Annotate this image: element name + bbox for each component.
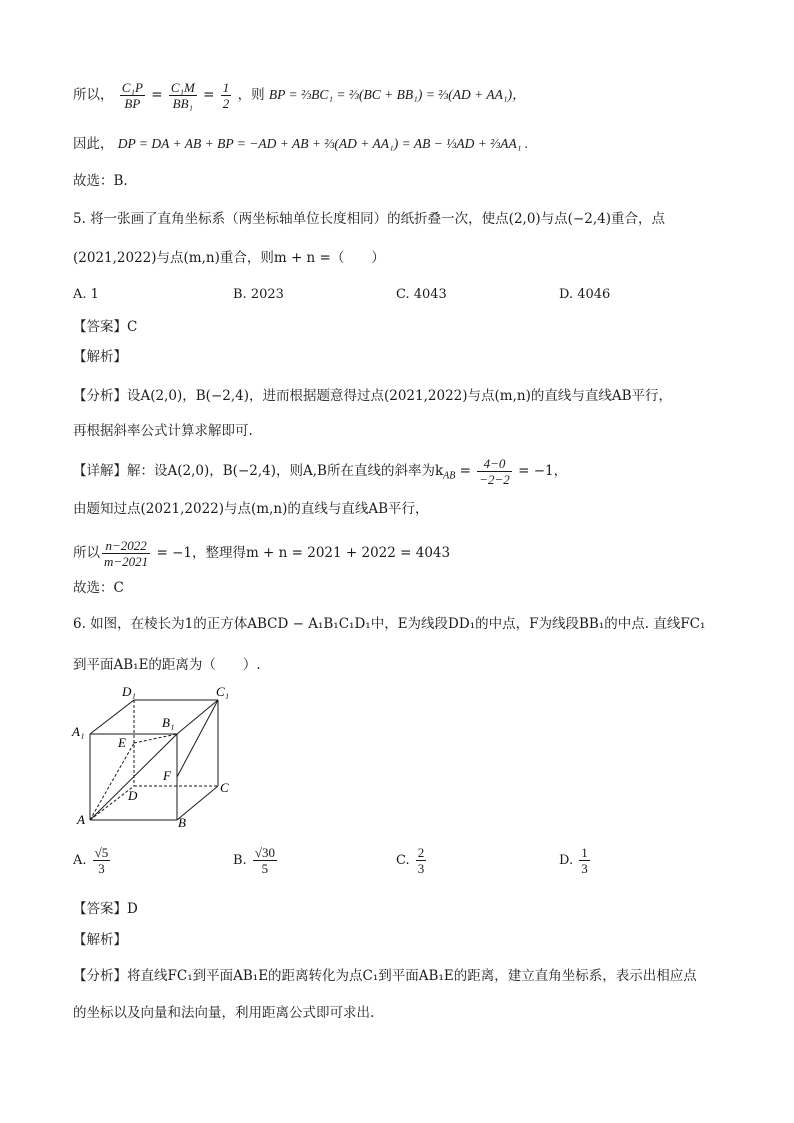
text-segment: 所以， <box>73 87 114 103</box>
q5-option-c: C. 4043 <box>396 287 447 302</box>
q6-option-d: D. $\frac{1}{3}$ <box>559 845 588 876</box>
text-segment: = −1，整理得m + n = 2021 + 2022 = 4043 <box>152 545 451 561</box>
label-B1: B₁ <box>162 715 175 730</box>
label-A1: A₁ <box>72 724 85 739</box>
text-segment: = −1， <box>513 463 568 479</box>
prev-choice: 故选：B. <box>73 173 128 189</box>
text-segment: 因此， <box>73 136 114 152</box>
prev-line-2 <box>73 134 528 154</box>
label-D: D <box>128 788 138 803</box>
q6-option-b: B. $\frac{√30}{5}$ <box>233 845 275 876</box>
q6-analysis-heading: 【解析】 <box>73 932 127 948</box>
q5-option-a: A. 1 <box>73 287 99 302</box>
fraction: $\frac{2}{3}$ <box>417 845 425 876</box>
q5-detail-line-3 <box>73 538 450 569</box>
q5-fenxi-line-2: 再根据斜率公式计算求解即可. <box>73 423 253 439</box>
fraction: $\frac{\text{C₁M}}{\text{BB₁}}$ <box>170 80 195 111</box>
q6-stem-line-2: 到平面AB₁E的距离为（ ）. <box>73 657 261 673</box>
text-segment: 【详解】解：设A(2,0)，B(−2,4)，则A,B所在直线的斜率为k <box>73 463 444 479</box>
text-segment: 所以 <box>73 545 100 561</box>
subscript: AB <box>443 470 456 482</box>
vector-expression: BP = ⅔BC₁ = ⅔(BC + BB₁) = ⅔(AD + AA₁)， <box>268 87 526 102</box>
label-E: E <box>118 735 126 750</box>
q5-answer: 【答案】C <box>73 319 138 335</box>
q5-option-d: D. 4046 <box>559 287 611 302</box>
q6-stem-line-1: 6. 如图，在棱长为1的正方体ABCD − A₁B₁C₁D₁中，E为线段DD₁的中点，F为线段BB₁的中点. 直线FC₁ <box>73 616 706 632</box>
equals: = <box>151 87 163 103</box>
q5-stem-line-1: 5. 将一张画了直角坐标系（两坐标轴单位长度相同）的纸折叠一次，使点(2,0)与点(−2,4)重合，点 <box>73 211 665 227</box>
edge-B1C1 <box>177 700 218 734</box>
vector-expression: DP = DA + AB + BP = −AD + AB + ⅔(AD + AA₁) = AB − ⅓AD + ⅔AA₁ . <box>117 136 529 151</box>
prev-line-1 <box>73 80 526 111</box>
label-C: C <box>220 780 229 795</box>
fraction: $\frac{n-2022}{m-2021}$ <box>104 538 149 569</box>
fraction: $\frac{√5}{3}$ <box>94 845 109 876</box>
fraction: $\frac{1}{2}$ <box>222 80 230 111</box>
label-C1: C₁ <box>216 684 230 699</box>
q5-analysis-heading: 【解析】 <box>73 349 127 365</box>
line-AE <box>90 743 134 820</box>
q6-fenxi-line-1: 【分析】将直线FC₁到平面AB₁E的距离转化为点C₁到平面AB₁E的距离，建立直角坐标系，表示出相应点 <box>73 968 697 984</box>
q6-option-a: A. $\frac{√5}{3}$ <box>73 845 109 876</box>
line-FC1 <box>177 700 218 777</box>
q5-stem-line-2: (2021,2022)与点(m,n)重合，则m + n =（ ） <box>73 250 385 266</box>
fraction: $\frac{\text{C₁P}}{BP}$ <box>121 80 143 111</box>
edge-A1D1 <box>90 700 134 734</box>
q5-detail-line <box>73 456 567 487</box>
q6-answer: 【答案】D <box>73 901 138 917</box>
q5-fenxi-line-1: 【分析】设A(2,0)，B(−2,4)，进而根据题意得过点(2021,2022)与点(m,n)的直线与直线AB平行， <box>73 388 673 404</box>
line-EB1 <box>134 734 177 743</box>
label-D1: D₁ <box>122 684 136 699</box>
equals: = <box>203 87 215 103</box>
q5-detail-line-2: 由题知过点(2021,2022)与点(m,n)的直线与直线AB平行， <box>73 501 429 517</box>
q5-choice: 故选：C <box>73 580 124 596</box>
text-segment: ，则 <box>237 87 265 103</box>
label-F: F <box>163 768 171 783</box>
equals: = <box>455 463 476 479</box>
fraction: $\frac{√30}{5}$ <box>254 845 275 876</box>
label-B: B <box>178 815 186 830</box>
q6-option-c: C. $\frac{2}{3}$ <box>396 845 425 876</box>
label-A: A <box>77 812 85 827</box>
fraction: $\frac{1}{3}$ <box>581 845 588 876</box>
q5-option-b: B. 2023 <box>233 287 284 302</box>
q6-fenxi-line-2: 的坐标以及向量和法向量，利用距离公式即可求出. <box>73 1005 375 1021</box>
cube-figure <box>70 682 240 830</box>
fraction: $\frac{4-0}{-2-2}$ <box>479 456 510 487</box>
